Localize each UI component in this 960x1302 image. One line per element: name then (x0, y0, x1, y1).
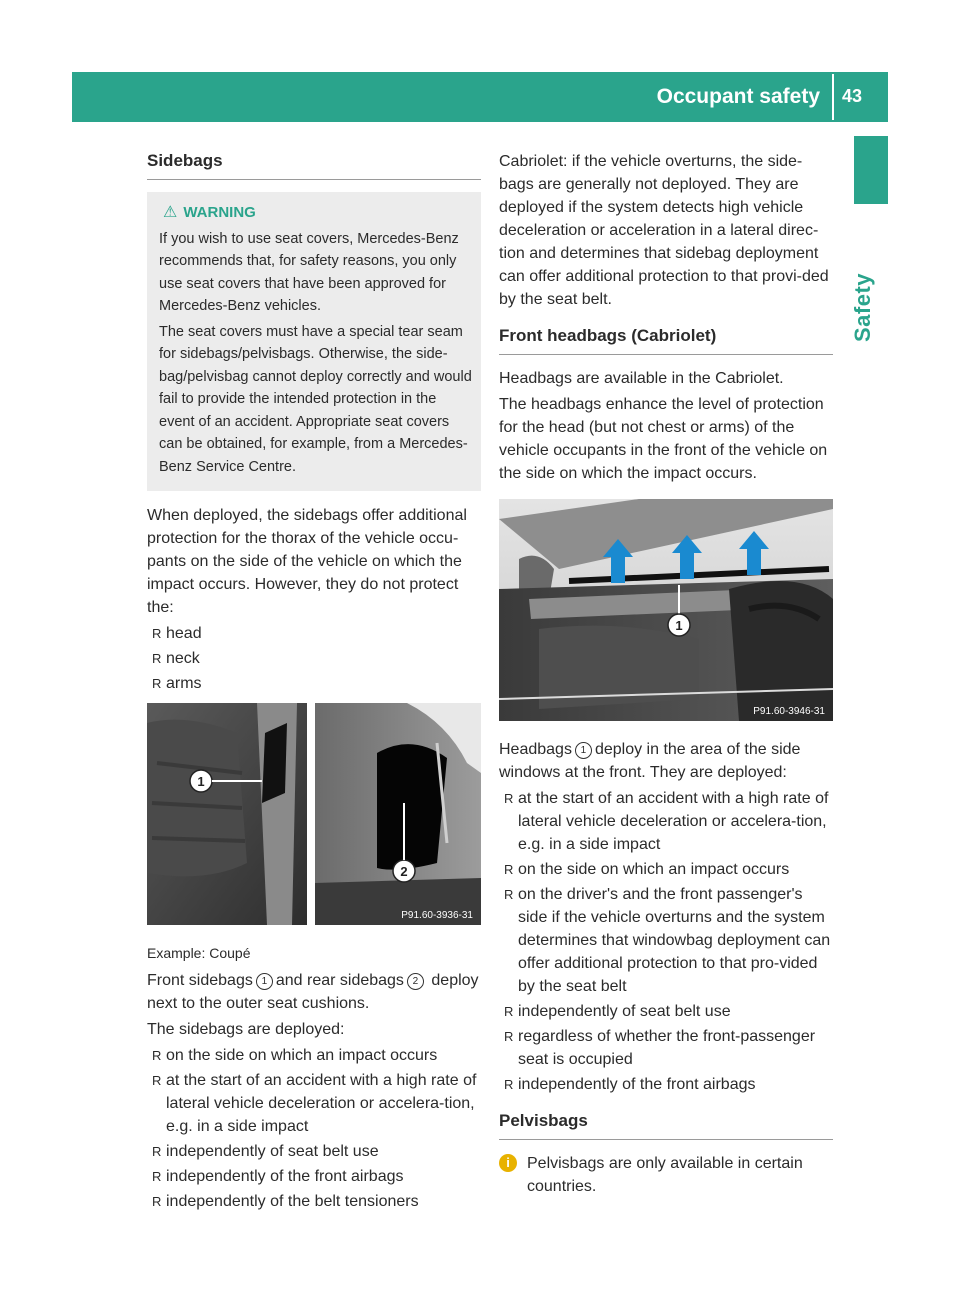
list-item: R on the side on which an impact occurs (147, 1044, 481, 1067)
list-item: R at the start of an accident with a high rate of lateral vehicle deceleration or accelera-tion, e.g. in a side impact (147, 1069, 481, 1138)
chapter-tab (854, 136, 888, 204)
text-fragment: deploy in the area of the side windows at the front. They are deployed: (499, 741, 801, 781)
headbags-protection: The headbags enhance the level of protection for the head (but not chest or arms) of the vehicle occupants in the front of the vehicle on the side on which the impact occurs. (499, 396, 828, 482)
list-item: R independently of the front airbags (499, 1073, 833, 1096)
sidebags-illustration (147, 703, 481, 932)
warning-box (147, 192, 481, 491)
heading-pelvisbags: Pelvisbags (499, 1110, 833, 1140)
cabriolet-text: Cabriolet: if the vehicle overturns, the side-bags are generally not deployed. They are deployed if the system detects high vehicle deceleration or acceleration in a lateral direc-tion and determines that sidebag deployment can offer additional protection to that provi-ded by the seat belt. (499, 153, 829, 308)
deployment-list (147, 1044, 481, 1213)
deployed-intro: The sidebags are deployed: (147, 1021, 345, 1038)
marker-1-ref: 1 (256, 973, 273, 990)
chapter-label: Safety (850, 272, 875, 342)
list-item: R at the start of an accident with a high rate of lateral vehicle deceleration or accelera-tion, e.g. in a side impact (499, 787, 833, 856)
info-icon: i (499, 1154, 517, 1172)
list-item: R on the driver's and the front passenger's side if the vehicle overturns and the system determines that windowbag deployment can offer additional protection to that pro-vided by the seat belt (499, 883, 833, 998)
text-fragment: Headbags (499, 741, 572, 758)
list-item: R head (147, 622, 481, 645)
marker-1: 1 (197, 774, 205, 789)
info-text: Pelvisbags are only available in certain countries. (527, 1155, 803, 1195)
list-item: R independently of seat belt use (499, 1000, 833, 1023)
headbags-illustration (499, 499, 833, 728)
warning-text-2: The seat covers must have a special tear seam for sidebags/pelvisbags. Otherwise, the side-bag/pelvisbag cannot deploy correctly and would fail to provide the intended protection in the event of an accident. Appropriate seat covers can be obtained, for example, from a Mercedes-Benz Service Centre. (159, 323, 472, 475)
warning-title (163, 202, 473, 225)
marker-1-ref: 1 (575, 742, 592, 759)
unprotected-list (147, 622, 481, 695)
sidebags-location-text (147, 969, 481, 1015)
text-fragment: Front sidebags (147, 972, 253, 989)
text-fragment: and rear sidebags (275, 972, 404, 989)
list-item: R independently of seat belt use (147, 1140, 481, 1163)
heading-front-headbags: Front headbags (Cabriolet) (499, 325, 833, 355)
headbags-deployment-list (499, 787, 833, 1096)
info-note (499, 1152, 833, 1198)
page-number: 43 (842, 86, 863, 106)
image-caption: Example: Coupé (147, 945, 251, 961)
headbags-availability: Headbags are available in the Cabriolet. (499, 370, 784, 387)
warning-triangle-icon: ⚠ (163, 204, 178, 221)
marker-2: 2 (400, 864, 408, 879)
warning-text-1: If you wish to use seat covers, Mercedes-Benz recommends that, for safety reasons, you only use seat covers that have been approved for Mercedes-Benz vehicles. (159, 230, 459, 314)
heading-sidebags: Sidebags (147, 150, 481, 180)
image-code: P91.60-3946-31 (753, 706, 825, 717)
sidebags-photo (147, 703, 481, 925)
marker-2-ref: 2 (407, 973, 424, 990)
right-column (499, 150, 833, 1198)
sidebags-intro: When deployed, the sidebags offer additional protection for the thorax of the vehicle occu-pants on the side of the vehicle on which the impact occurs. However, they do not protect the: (147, 507, 467, 616)
list-item: R independently of the belt tensioners (147, 1190, 481, 1213)
list-item: R on the side on which an impact occurs (499, 858, 833, 881)
warning-title-text: WARNING (183, 204, 256, 221)
left-column (147, 150, 481, 1216)
header-divider (832, 74, 834, 120)
text-fragment: deploy next to the outer seat cushions. (147, 972, 479, 1012)
section-title: Occupant safety (656, 85, 820, 108)
headbags-photo (499, 499, 833, 721)
list-item: R independently of the front airbags (147, 1165, 481, 1188)
marker-1: 1 (675, 618, 683, 633)
list-item: R arms (147, 672, 481, 695)
list-item: R neck (147, 647, 481, 670)
list-item: R regardless of whether the front-passenger seat is occupied (499, 1025, 833, 1071)
image-code: P91.60-3936-31 (401, 910, 473, 921)
headbags-deploy-text (499, 738, 833, 784)
